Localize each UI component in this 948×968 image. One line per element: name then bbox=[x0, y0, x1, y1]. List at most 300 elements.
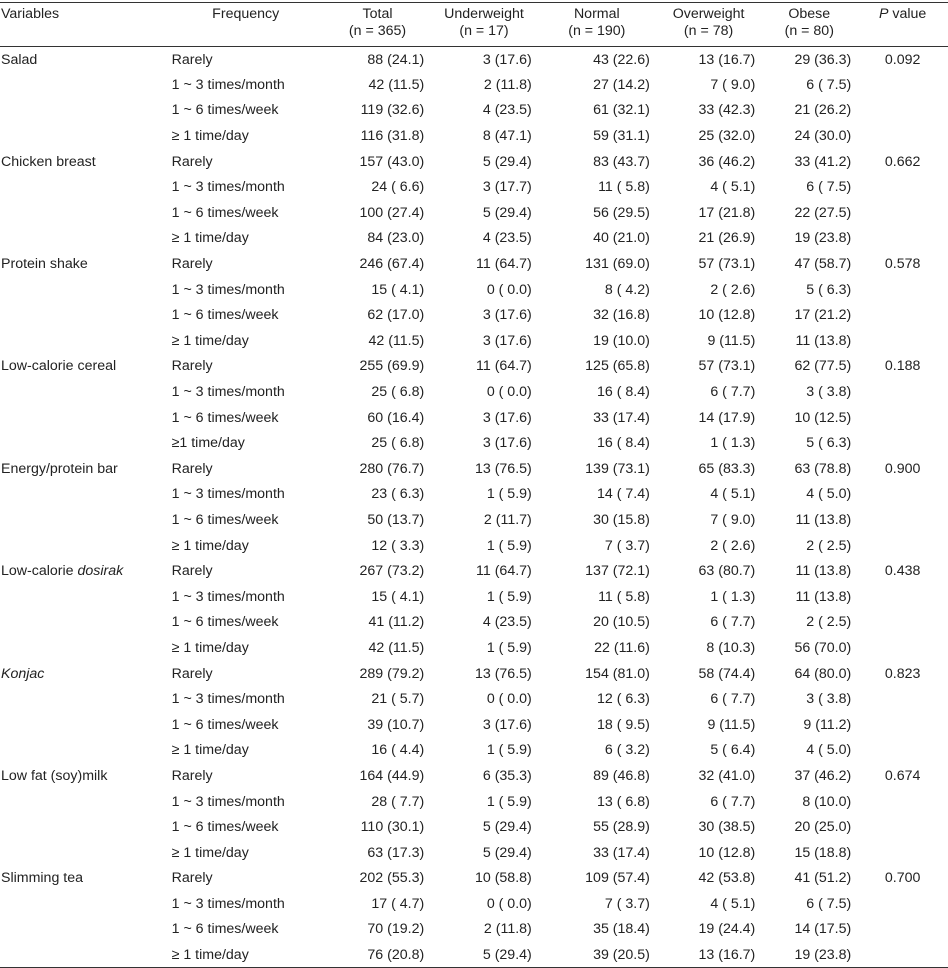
cell-total: 164 (44.9) bbox=[359, 767, 425, 784]
variable-label: Low-calorie cereal bbox=[1, 358, 117, 375]
cell-variable bbox=[0, 635, 167, 661]
variable-label: Salad bbox=[1, 51, 38, 68]
variable-label: Konjac bbox=[1, 665, 45, 682]
table-row bbox=[0, 763, 948, 789]
table-row bbox=[0, 482, 948, 508]
header-overweight-label: Overweight bbox=[672, 6, 745, 22]
cell-obese: 4 ( 5.0) bbox=[806, 486, 852, 503]
header-variables-label: Variables bbox=[1, 6, 60, 22]
cell-overweight: 6 ( 7.7) bbox=[710, 384, 756, 401]
table-row bbox=[0, 98, 948, 124]
cell-variable bbox=[0, 174, 167, 200]
cell-total: 28 ( 7.7) bbox=[371, 793, 425, 810]
cell-normal: 43 (22.6) bbox=[593, 51, 650, 68]
cell-frequency: 1 ~ 3 times/month bbox=[171, 691, 285, 708]
cell-total: 84 (23.0) bbox=[367, 230, 425, 247]
cell-frequency: ≥ 1 time/day bbox=[171, 639, 249, 656]
table-row bbox=[0, 174, 948, 200]
cell-total: 246 (67.4) bbox=[359, 256, 425, 273]
cell-normal: 11 ( 5.8) bbox=[598, 588, 650, 605]
cell-total: 76 (20.8) bbox=[325, 942, 430, 968]
cell-obese: 29 (36.3) bbox=[794, 51, 852, 68]
cell-obese: 2 ( 2.5) bbox=[806, 537, 852, 554]
cell-frequency: 1 ~ 3 times/month bbox=[171, 895, 285, 912]
cell-normal: 55 (28.9) bbox=[593, 819, 650, 836]
cell-frequency: 1 ~ 6 times/week bbox=[171, 307, 279, 324]
cell-p-value bbox=[857, 200, 948, 226]
cell-total: 60 (16.4) bbox=[367, 409, 425, 426]
table-row bbox=[0, 430, 948, 456]
variable-label: Chicken breast bbox=[1, 153, 96, 170]
cell-normal: 8 ( 4.2) bbox=[604, 281, 650, 298]
cell-p-value: 0.578 bbox=[884, 256, 921, 273]
cell-total: 41 (11.2) bbox=[368, 614, 425, 631]
cell-normal: 11 ( 5.8) bbox=[598, 179, 650, 196]
cell-total: 42 (11.5) bbox=[368, 76, 425, 93]
cell-overweight: 7 ( 9.0) bbox=[710, 76, 756, 93]
cell-frequency: 1 ~ 6 times/week bbox=[171, 102, 279, 119]
cell-underweight: 1 ( 5.9) bbox=[486, 639, 532, 656]
cell-p-value: 0.823 bbox=[884, 665, 921, 682]
table-row bbox=[0, 200, 948, 226]
cell-normal: 22 (11.6) bbox=[594, 639, 650, 656]
cell-frequency: 1 ~ 3 times/month bbox=[171, 384, 285, 401]
cell-overweight: 8 (10.3) bbox=[706, 639, 756, 656]
cell-variable bbox=[0, 456, 167, 482]
cell-p-value bbox=[857, 405, 948, 431]
cell-variable bbox=[0, 738, 167, 764]
cell-obese: 37 (46.2) bbox=[794, 767, 852, 784]
cell-p-value bbox=[857, 712, 948, 738]
cell-normal: 30 (15.8) bbox=[593, 511, 650, 528]
cell-normal: 83 (43.7) bbox=[593, 153, 650, 170]
cell-overweight: 1 ( 1.3) bbox=[710, 435, 756, 452]
table-body bbox=[0, 47, 948, 968]
cell-overweight: 7 ( 9.0) bbox=[710, 511, 756, 528]
cell-variable bbox=[0, 149, 167, 175]
cell-frequency: ≥ 1 time/day bbox=[171, 537, 249, 554]
header-normal-label: Normal bbox=[573, 6, 620, 22]
cell-frequency: Rarely bbox=[171, 256, 213, 273]
table-row bbox=[0, 354, 948, 380]
cell-obese: 41 (51.2) bbox=[794, 870, 852, 887]
cell-total: 24 ( 6.6) bbox=[371, 179, 425, 196]
table-row bbox=[0, 712, 948, 738]
cell-underweight: 13 (76.5) bbox=[474, 665, 532, 682]
cell-variable bbox=[0, 763, 167, 789]
cell-p-value bbox=[857, 328, 948, 354]
cell-p-value: 0.188 bbox=[884, 358, 921, 375]
cell-variable bbox=[0, 277, 167, 303]
cell-overweight: 9 (11.5) bbox=[707, 716, 756, 733]
cell-underweight: 11 (64.7) bbox=[476, 563, 532, 580]
cell-total: 21 ( 5.7) bbox=[371, 691, 425, 708]
cell-overweight: 57 (73.1) bbox=[698, 256, 756, 273]
cell-total: 280 (76.7) bbox=[359, 460, 425, 477]
cell-overweight: 63 (80.7) bbox=[698, 563, 756, 580]
table-row bbox=[0, 72, 948, 98]
cell-obese: 47 (58.7) bbox=[794, 256, 852, 273]
cell-variable bbox=[0, 251, 167, 277]
cell-obese: 21 (26.2) bbox=[794, 102, 852, 119]
variable-label: Low fat (soy)milk bbox=[1, 767, 108, 784]
cell-total: 25 ( 6.8) bbox=[371, 384, 425, 401]
cell-underweight: 4 (23.5) bbox=[482, 102, 532, 119]
table-row bbox=[0, 635, 948, 661]
table-row bbox=[0, 891, 948, 917]
cell-variable bbox=[0, 661, 167, 687]
table-row bbox=[0, 558, 948, 584]
cell-underweight: 2 (11.8) bbox=[483, 76, 532, 93]
table-row bbox=[0, 226, 948, 252]
cell-underweight: 0 ( 0.0) bbox=[486, 384, 532, 401]
cell-variable bbox=[0, 917, 167, 943]
cell-normal: 7 ( 3.7) bbox=[604, 537, 650, 554]
cell-p-value bbox=[857, 72, 948, 98]
cell-p-value: 0.700 bbox=[884, 870, 921, 887]
cell-normal: 125 (65.8) bbox=[585, 358, 650, 375]
cell-overweight: 2 ( 2.6) bbox=[710, 281, 756, 298]
cell-frequency: Rarely bbox=[171, 665, 213, 682]
cell-normal: 40 (21.0) bbox=[593, 230, 650, 247]
table-header bbox=[0, 3, 948, 47]
cell-normal: 33 (17.4) bbox=[593, 409, 650, 426]
cell-overweight: 17 (21.8) bbox=[698, 204, 756, 221]
cell-underweight: 1 ( 5.9) bbox=[486, 742, 532, 759]
cell-variable bbox=[0, 584, 167, 610]
cell-obese: 6 ( 7.5) bbox=[806, 895, 852, 912]
cell-obese: 3 ( 3.8) bbox=[806, 691, 852, 708]
table-row bbox=[0, 507, 948, 533]
cell-obese: 11 (13.8) bbox=[795, 511, 852, 528]
cell-overweight: 33 (42.3) bbox=[698, 102, 756, 119]
cell-underweight: 1 ( 5.9) bbox=[486, 793, 532, 810]
cell-total: 25 ( 6.8) bbox=[371, 435, 425, 452]
table-row bbox=[0, 866, 948, 892]
table-row bbox=[0, 610, 948, 636]
cell-frequency: 1 ~ 6 times/week bbox=[171, 204, 279, 221]
cell-underweight: 8 (47.1) bbox=[482, 128, 532, 145]
cell-overweight: 14 (17.9) bbox=[698, 409, 756, 426]
cell-underweight: 11 (64.7) bbox=[476, 358, 532, 375]
cell-overweight: 5 ( 6.4) bbox=[710, 742, 756, 759]
cell-overweight: 58 (74.4) bbox=[698, 665, 756, 682]
cell-variable bbox=[0, 47, 167, 73]
cell-variable bbox=[0, 558, 167, 584]
cell-variable bbox=[0, 354, 167, 380]
cell-total: 17 ( 4.7) bbox=[371, 895, 425, 912]
header-normal bbox=[538, 3, 656, 47]
cell-obese: 19 (23.8) bbox=[794, 230, 852, 247]
cell-normal: 89 (46.8) bbox=[593, 767, 650, 784]
table-row bbox=[0, 661, 948, 687]
cell-underweight: 3 (17.6) bbox=[482, 51, 532, 68]
cell-underweight: 4 (23.5) bbox=[482, 230, 532, 247]
cell-p-value: 0.674 bbox=[884, 767, 921, 784]
cell-obese: 20 (25.0) bbox=[794, 819, 852, 836]
variable-label: Energy/protein bar bbox=[1, 460, 118, 477]
cell-frequency: ≥ 1 time/day bbox=[171, 332, 249, 349]
table-row bbox=[0, 123, 948, 149]
cell-total: 100 (27.4) bbox=[359, 204, 425, 221]
cell-obese: 56 (70.0) bbox=[794, 639, 852, 656]
cell-underweight: 6 (35.3) bbox=[482, 767, 532, 784]
cell-total: 116 (31.8) bbox=[360, 128, 425, 145]
cell-frequency: 1 ~ 6 times/week bbox=[171, 921, 279, 938]
cell-variable bbox=[0, 123, 167, 149]
header-frequency-label: Frequency bbox=[212, 6, 280, 22]
cell-underweight: 1 ( 5.9) bbox=[486, 537, 532, 554]
cell-normal: 35 (18.4) bbox=[593, 921, 650, 938]
cell-overweight: 42 (53.8) bbox=[698, 870, 756, 887]
cell-variable bbox=[0, 686, 167, 712]
cell-total: 62 (17.0) bbox=[367, 307, 425, 324]
cell-total: 16 ( 4.4) bbox=[371, 742, 425, 759]
cell-variable bbox=[0, 379, 167, 405]
cell-p-value bbox=[857, 98, 948, 124]
cell-variable bbox=[0, 814, 167, 840]
variable-label-italic: dosirak bbox=[77, 563, 124, 580]
cell-p-value bbox=[857, 277, 948, 303]
cell-obese: 6 ( 7.5) bbox=[806, 179, 852, 196]
cell-frequency: Rarely bbox=[171, 153, 213, 170]
cell-total: 88 (24.1) bbox=[367, 51, 425, 68]
cell-underweight: 5 (29.4) bbox=[482, 153, 532, 170]
cell-normal: 56 (29.5) bbox=[593, 204, 650, 221]
cell-p-value: 0.092 bbox=[884, 51, 921, 68]
cell-underweight: 10 (58.8) bbox=[474, 870, 532, 887]
cell-underweight: 3 (17.6) bbox=[482, 716, 532, 733]
cell-obese: 15 (18.8) bbox=[794, 844, 852, 861]
cell-overweight: 4 ( 5.1) bbox=[710, 895, 756, 912]
cell-total: 70 (19.2) bbox=[367, 921, 425, 938]
cell-frequency: ≥ 1 time/day bbox=[171, 844, 249, 861]
cell-total: 42 (11.5) bbox=[368, 332, 425, 349]
cell-underweight: 5 (29.4) bbox=[482, 844, 532, 861]
cell-total: 15 ( 4.1) bbox=[371, 588, 425, 605]
cell-frequency: Rarely bbox=[171, 870, 213, 887]
cell-variable bbox=[0, 482, 167, 508]
cell-variable bbox=[0, 891, 167, 917]
cell-variable bbox=[0, 610, 167, 636]
cell-variable bbox=[0, 942, 167, 968]
cell-normal: 12 ( 6.3) bbox=[597, 691, 650, 708]
cell-variable bbox=[0, 72, 167, 98]
cell-frequency: Rarely bbox=[171, 767, 213, 784]
cell-variable bbox=[0, 789, 167, 815]
header-obese bbox=[761, 3, 857, 47]
cell-underweight: 0 ( 0.0) bbox=[486, 281, 532, 298]
variable-label: Low-calorie bbox=[1, 563, 78, 580]
cell-obese: 10 (12.5) bbox=[794, 409, 852, 426]
cell-variable bbox=[0, 866, 167, 892]
cell-underweight: 3 (17.6) bbox=[482, 332, 532, 349]
cell-frequency: 1 ~ 6 times/week bbox=[171, 819, 279, 836]
cell-underweight: 2 (11.7) bbox=[483, 511, 532, 528]
cell-overweight: 6 ( 7.7) bbox=[710, 793, 756, 810]
cell-normal: 7 ( 3.7) bbox=[604, 895, 650, 912]
cell-total: 15 ( 4.1) bbox=[371, 281, 425, 298]
table-row bbox=[0, 405, 948, 431]
table-row bbox=[0, 456, 948, 482]
cell-total: 267 (73.2) bbox=[359, 563, 425, 580]
cell-frequency: Rarely bbox=[171, 563, 213, 580]
cell-total: 289 (79.2) bbox=[359, 665, 425, 682]
cell-normal: 59 (31.1) bbox=[593, 128, 650, 145]
table-row bbox=[0, 533, 948, 559]
cell-normal: 61 (32.1) bbox=[593, 102, 650, 119]
cell-underweight: 4 (23.5) bbox=[482, 614, 532, 631]
cell-normal: 131 (69.0) bbox=[585, 256, 650, 273]
cell-obese: 3 ( 3.8) bbox=[806, 384, 852, 401]
cell-p-value: 0.438 bbox=[884, 563, 921, 580]
cell-obese: 14 (17.5) bbox=[794, 921, 852, 938]
cell-underweight: 3 (17.7) bbox=[482, 179, 532, 196]
cell-variable bbox=[0, 328, 167, 354]
cell-total: 119 (32.6) bbox=[360, 102, 425, 119]
cell-normal: 137 (72.1) bbox=[585, 563, 650, 580]
cell-p-value bbox=[857, 610, 948, 636]
cell-normal: 13 ( 6.8) bbox=[597, 793, 650, 810]
cell-underweight: 0 ( 0.0) bbox=[486, 895, 532, 912]
header-p-letter: P bbox=[878, 6, 889, 22]
cell-p-value bbox=[857, 891, 948, 917]
cell-frequency: 1 ~ 6 times/week bbox=[171, 716, 279, 733]
header-variables bbox=[0, 3, 167, 47]
cell-obese: 24 (30.0) bbox=[794, 128, 852, 145]
cell-obese: 6 ( 7.5) bbox=[806, 76, 852, 93]
header-underweight-label: Underweight bbox=[444, 6, 524, 22]
table-row bbox=[0, 379, 948, 405]
cell-p-value bbox=[857, 430, 948, 456]
cell-overweight: 32 (41.0) bbox=[698, 767, 756, 784]
cell-obese: 22 (27.5) bbox=[794, 204, 852, 221]
cell-normal: 6 ( 3.2) bbox=[604, 742, 650, 759]
cell-normal: 14 ( 7.4) bbox=[597, 486, 650, 503]
cell-overweight: 25 (32.0) bbox=[698, 128, 756, 145]
cell-obese: 2 ( 2.5) bbox=[806, 614, 852, 631]
cell-variable bbox=[0, 405, 167, 431]
cell-total: 50 (13.7) bbox=[367, 511, 425, 528]
cell-overweight: 10 (12.8) bbox=[698, 844, 756, 861]
table-row bbox=[0, 789, 948, 815]
cell-overweight: 21 (26.9) bbox=[698, 230, 756, 247]
cell-p-value bbox=[857, 789, 948, 815]
cell-normal: 18 ( 9.5) bbox=[597, 716, 650, 733]
cell-overweight: 13 (16.7) bbox=[698, 51, 756, 68]
table-row bbox=[0, 584, 948, 610]
header-total-label: Total bbox=[362, 6, 393, 22]
cell-obese: 4 ( 5.0) bbox=[806, 742, 852, 759]
cell-underweight: 13 (76.5) bbox=[474, 460, 532, 477]
cell-variable bbox=[0, 507, 167, 533]
cell-overweight: 6 ( 7.7) bbox=[710, 614, 756, 631]
cell-obese: 5 ( 6.3) bbox=[806, 281, 852, 298]
cell-normal: 19 (10.0) bbox=[593, 332, 650, 349]
cell-frequency: ≥ 1 time/day bbox=[167, 942, 325, 968]
header-total bbox=[325, 3, 430, 47]
cell-p-value bbox=[857, 533, 948, 559]
cell-frequency: ≥1 time/day bbox=[171, 435, 245, 452]
cell-total: 202 (55.3) bbox=[359, 870, 425, 887]
cell-overweight: 6 ( 7.7) bbox=[710, 691, 756, 708]
cell-total: 255 (69.9) bbox=[359, 358, 425, 375]
cell-variable bbox=[0, 226, 167, 252]
cell-obese: 33 (41.2) bbox=[794, 153, 852, 170]
cell-frequency: Rarely bbox=[171, 358, 213, 375]
table-row bbox=[0, 251, 948, 277]
table-row bbox=[0, 302, 948, 328]
cell-underweight: 3 (17.6) bbox=[482, 307, 532, 324]
cell-p-value bbox=[857, 738, 948, 764]
cell-total: 23 ( 6.3) bbox=[371, 486, 425, 503]
cell-p-value bbox=[857, 174, 948, 200]
cell-variable bbox=[0, 533, 167, 559]
header-overweight bbox=[656, 3, 761, 47]
cell-overweight: 1 ( 1.3) bbox=[710, 588, 756, 605]
cell-p-value bbox=[857, 814, 948, 840]
cell-p-value: 0.900 bbox=[884, 460, 921, 477]
header-total-n: (n = 365) bbox=[348, 23, 407, 39]
cell-frequency: 1 ~ 3 times/month bbox=[171, 76, 285, 93]
table-row bbox=[0, 277, 948, 303]
table-row bbox=[0, 149, 948, 175]
cell-p-value bbox=[857, 840, 948, 866]
header-p-rest: value bbox=[888, 6, 927, 22]
cell-normal: 16 ( 8.4) bbox=[597, 435, 650, 452]
cell-normal: 20 (10.5) bbox=[593, 614, 650, 631]
cell-frequency: 1 ~ 3 times/month bbox=[171, 486, 285, 503]
header-underweight-n: (n = 17) bbox=[459, 23, 509, 39]
cell-underweight: 2 (11.8) bbox=[483, 921, 532, 938]
cell-p-value bbox=[857, 379, 948, 405]
cell-frequency: ≥ 1 time/day bbox=[171, 742, 249, 759]
cell-overweight: 36 (46.2) bbox=[698, 153, 756, 170]
cell-normal: 139 (73.1) bbox=[585, 460, 650, 477]
cell-total: 39 (10.7) bbox=[367, 716, 425, 733]
cell-variable bbox=[0, 302, 167, 328]
cell-underweight: 3 (17.6) bbox=[482, 435, 532, 452]
cell-normal: 109 (57.4) bbox=[585, 870, 650, 887]
cell-obese: 9 (11.2) bbox=[803, 716, 852, 733]
cell-underweight: 11 (64.7) bbox=[476, 256, 532, 273]
table-row bbox=[0, 942, 948, 968]
cell-p-value bbox=[857, 635, 948, 661]
cell-overweight: 9 (11.5) bbox=[707, 332, 756, 349]
cell-underweight: 3 (17.6) bbox=[482, 409, 532, 426]
header-frequency bbox=[167, 3, 325, 47]
header-obese-label: Obese bbox=[788, 6, 831, 22]
cell-variable bbox=[0, 200, 167, 226]
cell-overweight: 13 (16.7) bbox=[656, 942, 761, 968]
cell-frequency: Rarely bbox=[171, 51, 213, 68]
cell-obese: 62 (77.5) bbox=[794, 358, 852, 375]
frequency-table bbox=[0, 2, 948, 968]
table-row bbox=[0, 738, 948, 764]
cell-overweight: 30 (38.5) bbox=[698, 819, 756, 836]
cell-frequency: Rarely bbox=[171, 460, 213, 477]
cell-p-value bbox=[857, 482, 948, 508]
cell-underweight: 0 ( 0.0) bbox=[486, 691, 532, 708]
table-row bbox=[0, 328, 948, 354]
cell-underweight: 5 (29.4) bbox=[430, 942, 538, 968]
header-overweight-n: (n = 78) bbox=[683, 23, 734, 39]
cell-overweight: 4 ( 5.1) bbox=[710, 179, 756, 196]
cell-total: 63 (17.3) bbox=[367, 844, 425, 861]
cell-frequency: ≥ 1 time/day bbox=[171, 230, 249, 247]
cell-obese: 17 (21.2) bbox=[794, 307, 852, 324]
cell-p-value bbox=[857, 584, 948, 610]
